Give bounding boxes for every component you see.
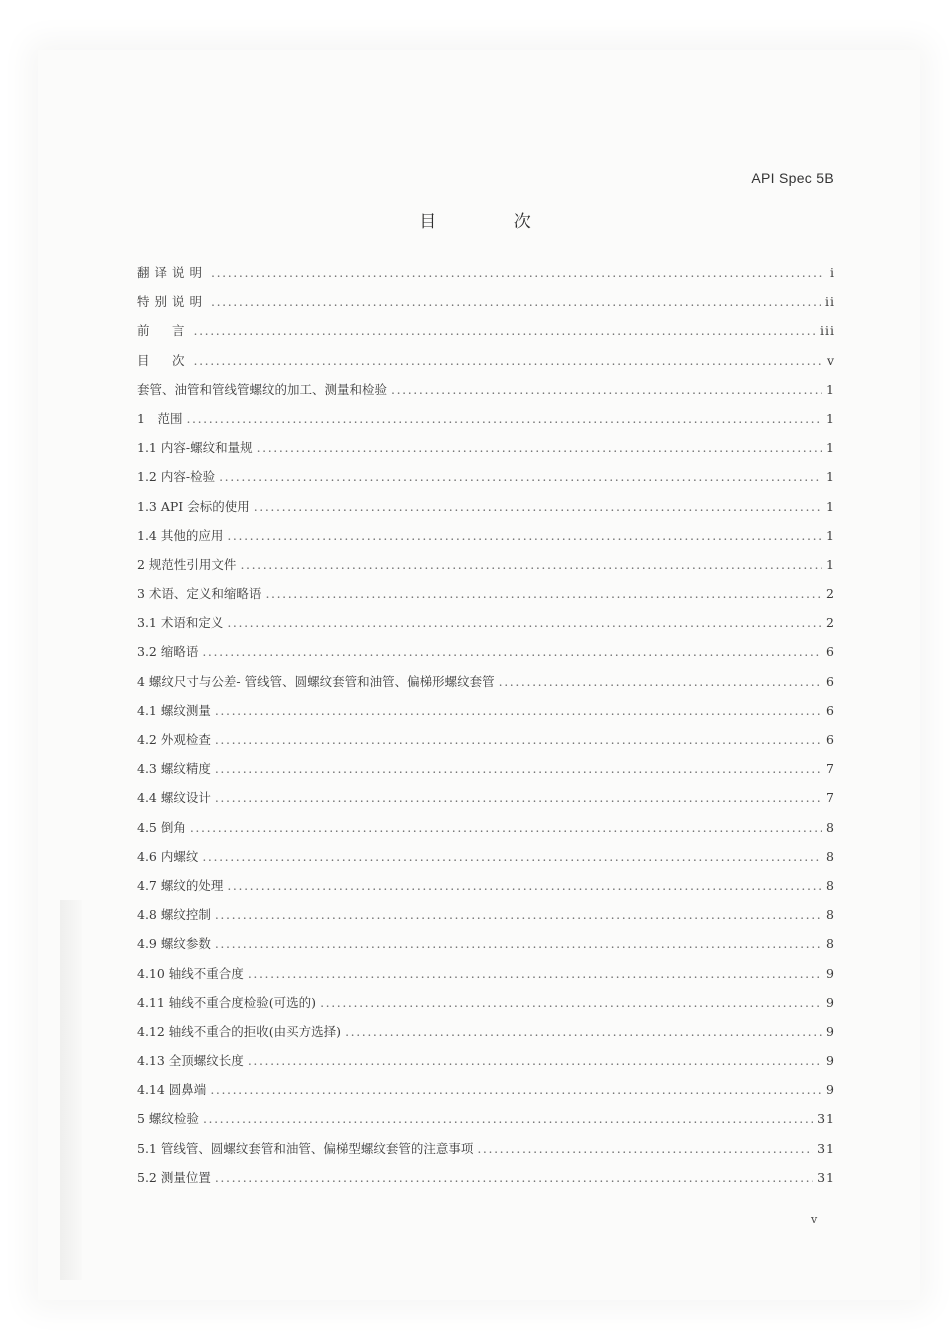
toc-leader-dots bbox=[215, 696, 822, 725]
toc-leader-dots bbox=[265, 579, 822, 608]
toc-entry-label: 4.12 轴线不重合的拒收(由买方选择) bbox=[137, 1023, 342, 1039]
toc-entry[interactable] bbox=[137, 637, 835, 666]
toc-entry-page: 31 bbox=[817, 1169, 835, 1185]
toc-entry[interactable] bbox=[137, 1017, 835, 1046]
toc-entry-page: ii bbox=[825, 294, 835, 310]
toc-entry-label: 5 螺纹检验 bbox=[137, 1111, 199, 1127]
toc-leader-dots bbox=[215, 900, 822, 929]
toc-entry-label: 4.7 螺纹的处理 bbox=[137, 877, 224, 893]
toc-entry[interactable] bbox=[137, 696, 835, 725]
toc-entry[interactable] bbox=[137, 375, 835, 404]
toc-entry[interactable] bbox=[137, 1046, 835, 1075]
scan-edge-shadow bbox=[60, 900, 82, 1280]
toc-entry[interactable] bbox=[137, 725, 835, 754]
toc-leader-dots bbox=[477, 1134, 813, 1163]
toc-entry-page: 8 bbox=[826, 936, 835, 952]
toc-entry-page: 6 bbox=[826, 702, 835, 718]
toc-leader-dots bbox=[215, 754, 822, 783]
toc-entry-label: 1.1 内容-螺纹和量规 bbox=[137, 440, 253, 456]
toc-entry-page: 2 bbox=[826, 586, 835, 602]
toc-entry[interactable] bbox=[137, 1163, 835, 1192]
toc-leader-dots bbox=[190, 813, 822, 842]
toc-entry-page: 31 bbox=[817, 1140, 835, 1156]
toc-entry-label: 1 范围 bbox=[137, 410, 183, 426]
toc-entry-page: 1 bbox=[826, 410, 835, 426]
toc-leader-dots bbox=[499, 667, 822, 696]
toc-entry-page: 1 bbox=[826, 381, 835, 397]
toc-leader-dots bbox=[215, 783, 822, 812]
toc-entry-page: 9 bbox=[826, 1082, 835, 1098]
toc-entry-label: 1.4 其他的应用 bbox=[137, 527, 224, 543]
toc-entry-label: 4.14 圆鼻端 bbox=[137, 1082, 207, 1098]
toc-entry-label: 4.5 倒角 bbox=[137, 819, 186, 835]
toc-leader-dots bbox=[202, 842, 822, 871]
toc-leader-dots bbox=[203, 1104, 813, 1133]
toc-leader-dots bbox=[227, 871, 822, 900]
toc-leader-dots bbox=[211, 287, 821, 316]
toc-entry-label: 4.6 内螺纹 bbox=[137, 848, 199, 864]
toc-entry[interactable] bbox=[137, 959, 835, 988]
toc-leader-dots bbox=[257, 433, 822, 462]
toc-entry-label: 3.2 缩略语 bbox=[137, 644, 199, 660]
toc-entry-label: 5.2 测量位置 bbox=[137, 1169, 211, 1185]
toc-entry-page: 9 bbox=[826, 1053, 835, 1069]
toc-leader-dots bbox=[391, 375, 822, 404]
toc-entry[interactable] bbox=[137, 1134, 835, 1163]
toc-entry[interactable] bbox=[137, 462, 835, 491]
toc-entry-page: 7 bbox=[826, 790, 835, 806]
toc-leader-dots bbox=[219, 462, 822, 491]
toc-entry[interactable] bbox=[137, 287, 835, 316]
toc-entry[interactable] bbox=[137, 1075, 835, 1104]
toc-title: 目 次 bbox=[419, 212, 567, 232]
toc-entry-page: 1 bbox=[826, 498, 835, 514]
toc-entry-label: 4.11 轴线不重合度检验(可选的) bbox=[137, 994, 317, 1010]
toc-entry-label: 4 螺纹尺寸与公差- 管线管、圆螺纹套管和油管、偏梯形螺纹套管 bbox=[137, 673, 495, 689]
toc-entry-page: 2 bbox=[826, 615, 835, 631]
toc-entry-label: 特别说明 bbox=[137, 294, 208, 310]
toc-entry-label: 5.1 管线管、圆螺纹套管和油管、偏梯型螺纹套管的注意事项 bbox=[137, 1140, 474, 1156]
toc-entry-label: 4.10 轴线不重合度 bbox=[137, 965, 244, 981]
toc-entry-page: 1 bbox=[826, 469, 835, 485]
toc-entry-page: 6 bbox=[826, 732, 835, 747]
toc-entry-page: 9 bbox=[826, 965, 835, 981]
toc-entry-page: iii bbox=[820, 323, 835, 339]
toc-entry-label: 2 规范性引用文件 bbox=[137, 556, 237, 572]
toc-entry[interactable] bbox=[137, 258, 835, 287]
toc-entry[interactable] bbox=[137, 608, 835, 637]
toc-entry[interactable] bbox=[137, 783, 835, 812]
toc-entry-page: 6 bbox=[826, 673, 835, 689]
toc-entry[interactable] bbox=[137, 667, 835, 696]
toc-entry-label: 4.4 螺纹设计 bbox=[137, 790, 211, 806]
toc-entry-label: 4.8 螺纹控制 bbox=[137, 907, 211, 923]
toc-entry-page: 9 bbox=[826, 994, 835, 1010]
toc-entry-page: i bbox=[830, 265, 835, 280]
toc-entry-label: 3 术语、定义和缩略语 bbox=[137, 586, 262, 602]
toc-entry[interactable] bbox=[137, 346, 835, 375]
toc-entry-label: 翻译说明 bbox=[137, 265, 208, 280]
toc-entry[interactable] bbox=[137, 813, 835, 842]
toc-entry-page: 8 bbox=[826, 877, 835, 893]
toc-leader-dots bbox=[194, 316, 816, 345]
toc-entry-label: 4.1 螺纹测量 bbox=[137, 702, 211, 718]
toc-entry-label: 目 次 bbox=[137, 352, 190, 368]
toc-entry[interactable] bbox=[137, 579, 835, 608]
toc-leader-dots bbox=[248, 1046, 822, 1075]
toc-entry-page: 31 bbox=[817, 1111, 835, 1127]
toc-entry-page: 9 bbox=[826, 1023, 835, 1039]
toc-entry-label: 3.1 术语和定义 bbox=[137, 615, 224, 631]
toc-entry[interactable] bbox=[137, 988, 835, 1017]
toc-entry-label: 4.9 螺纹参数 bbox=[137, 936, 211, 952]
toc-entry-label: 套管、油管和管线管螺纹的加工、测量和检验 bbox=[137, 381, 388, 397]
toc-entry-page: 1 bbox=[826, 556, 835, 572]
toc-entry[interactable] bbox=[137, 929, 835, 958]
toc-entry-page: 8 bbox=[826, 848, 835, 864]
toc-leader-dots bbox=[194, 346, 823, 375]
toc-entry[interactable] bbox=[137, 316, 835, 345]
toc-entry-page: v bbox=[826, 352, 835, 368]
toc-leader-dots bbox=[202, 637, 822, 666]
toc-leader-dots bbox=[186, 404, 822, 433]
toc-leader-dots bbox=[215, 1163, 813, 1192]
toc-leader-dots bbox=[345, 1017, 822, 1046]
toc-entry[interactable] bbox=[137, 754, 835, 783]
toc-entry[interactable] bbox=[137, 521, 835, 550]
toc-entry[interactable] bbox=[137, 433, 835, 462]
toc-leader-dots bbox=[248, 959, 822, 988]
toc-entry-page: 1 bbox=[826, 527, 835, 543]
toc-entry-label: 4.2 外观检查 bbox=[137, 732, 211, 747]
toc-entry-label: 1.2 内容-检验 bbox=[137, 469, 216, 485]
toc-leader-dots bbox=[254, 492, 822, 521]
toc-leader-dots bbox=[210, 1075, 822, 1104]
toc-entry-page: 6 bbox=[826, 644, 835, 660]
toc-entry[interactable] bbox=[137, 550, 835, 579]
document-code: API Spec 5B bbox=[751, 170, 834, 186]
toc-leader-dots bbox=[227, 608, 822, 637]
toc-entry[interactable] bbox=[137, 404, 835, 433]
toc-entry[interactable] bbox=[137, 842, 835, 871]
toc-entry[interactable] bbox=[137, 492, 835, 521]
toc-entry-label: 1.3 API 会标的使用 bbox=[137, 498, 250, 514]
page-number: v bbox=[811, 1213, 818, 1226]
toc-entry[interactable] bbox=[137, 1104, 835, 1133]
toc-entry-page: 8 bbox=[826, 819, 835, 835]
toc-entry-label: 前 言 bbox=[137, 323, 190, 339]
table-of-contents bbox=[137, 258, 835, 1192]
toc-entry[interactable] bbox=[137, 871, 835, 900]
toc-entry-label: 4.3 螺纹精度 bbox=[137, 761, 211, 777]
toc-leader-dots bbox=[211, 258, 823, 287]
toc-entry-page: 1 bbox=[826, 440, 835, 456]
toc-leader-dots bbox=[227, 521, 822, 550]
toc-leader-dots bbox=[215, 929, 822, 958]
toc-entry-page: 8 bbox=[826, 907, 835, 923]
toc-leader-dots bbox=[215, 725, 822, 754]
toc-entry-page: 7 bbox=[826, 761, 835, 777]
toc-entry[interactable] bbox=[137, 900, 835, 929]
toc-entry-label: 4.13 全顶螺纹长度 bbox=[137, 1053, 244, 1069]
toc-leader-dots bbox=[240, 550, 822, 579]
toc-leader-dots bbox=[320, 988, 822, 1017]
